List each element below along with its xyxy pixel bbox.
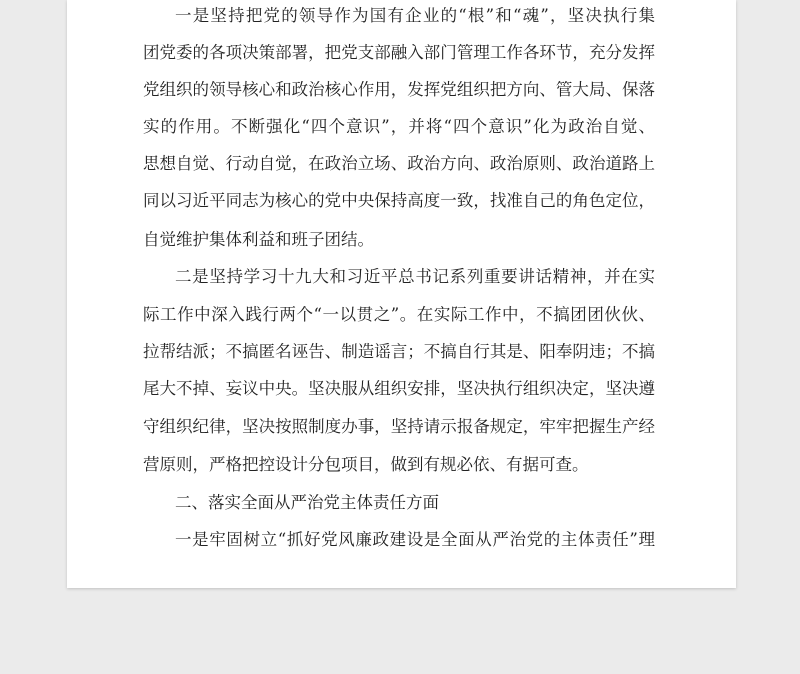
- paragraph-2-line-3: 拉帮结派；不搞匿名诬告、制造谣言；不搞自行其是、阳奉阴违；不搞: [143, 342, 655, 361]
- paragraph-1-line-4: 实的作用。不断强化“四个意识”，并将“四个意识”化为政治自觉、: [143, 117, 655, 136]
- paragraph-2-line-5: 守组织纪律，坚决按照制度办事，坚持请示报备规定，牢牢把握生产经: [143, 417, 655, 436]
- paragraph-2-line-4: 尾大不掉、妄议中央。坚决服从组织安排，坚决执行组织决定，坚决遵: [143, 379, 655, 398]
- paragraph-2-line-6: 营原则，严格把控设计分包项目，做到有规必依、有据可查。: [143, 455, 589, 474]
- paragraph-1-line-6: 同以习近平同志为核心的党中央保持高度一致，找准自己的角色定位，: [143, 191, 655, 210]
- section-heading: 二、落实全面从严治党主体责任方面: [175, 493, 439, 512]
- paragraph-2-line-2: 际工作中深入践行两个“一以贯之”。在实际工作中，不搞团团伙伙、: [143, 305, 655, 324]
- paragraph-1-line-1: 一是坚持把党的领导作为国有企业的“根”和“魂”，坚决执行集: [175, 6, 655, 25]
- paragraph-1-line-3: 党组织的领导核心和政治核心作用，发挥党组织把方向、管大局、保落: [143, 80, 655, 99]
- paragraph-1-line-7: 自觉维护集体利益和班子团结。: [143, 230, 374, 249]
- paragraph-3-line-1: 一是牢固树立“抓好党风廉政建设是全面从严治党的主体责任”理: [175, 530, 655, 549]
- paragraph-1-line-2: 团党委的各项决策部署，把党支部融入部门管理工作各环节，充分发挥: [143, 43, 655, 62]
- paragraph-2-line-1: 二是坚持学习十九大和习近平总书记系列重要讲话精神，并在实: [175, 267, 655, 286]
- paragraph-1-line-5: 思想自觉、行动自觉，在政治立场、政治方向、政治原则、政治道路上: [143, 154, 655, 173]
